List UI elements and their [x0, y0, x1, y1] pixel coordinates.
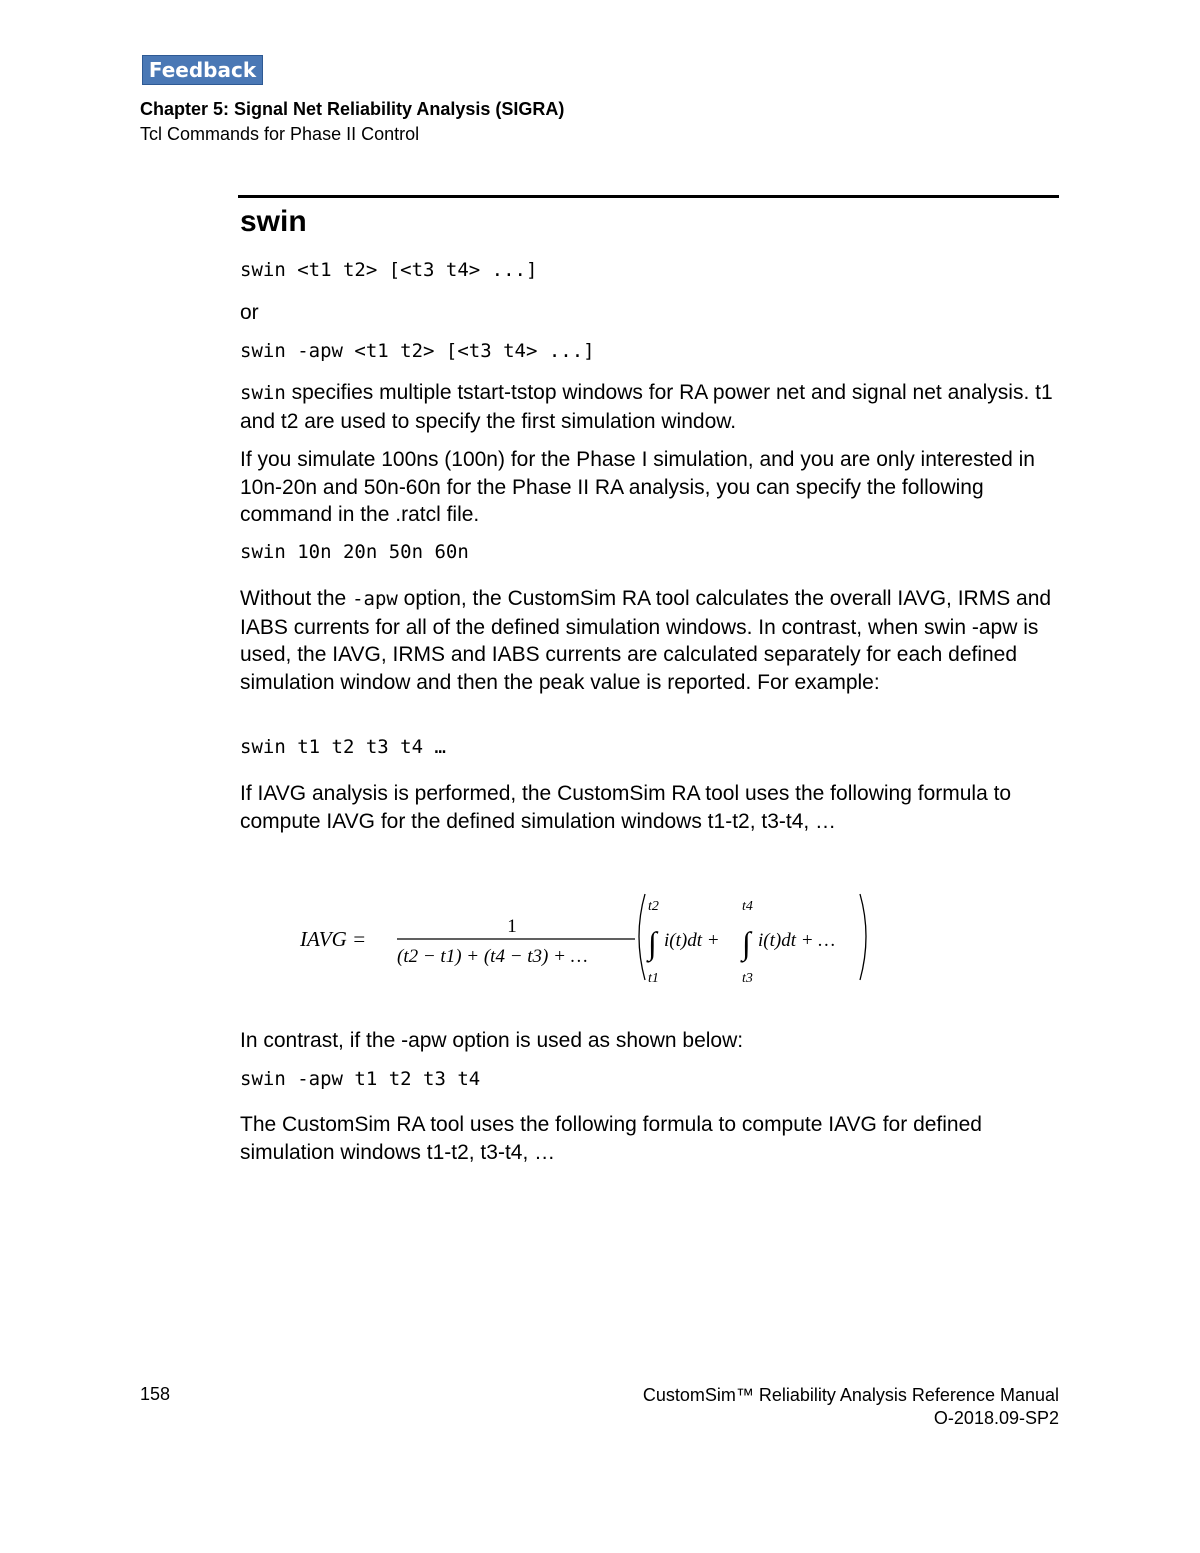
right-paren	[860, 894, 866, 980]
manual-title: CustomSim™ Reliability Analysis Reference Manual	[642, 1385, 1059, 1405]
section-header: Tcl Commands for Phase II Control	[140, 124, 420, 144]
chapter-header: Chapter 5: Signal Net Reliability Analysis (SIGRA)	[140, 99, 565, 119]
integral-2-sign: ∫	[742, 925, 751, 961]
integral-2-upper: t4	[742, 899, 753, 914]
simulation-paragraph: If you simulate 100ns (100n) for the Phase I simulation, and you are only interested in 10n-20n and 50n-60n for the Phase II RA analysis, you can specify the following command in the .ratcl file.	[240, 448, 1035, 526]
integral-2-lower: t3	[742, 971, 753, 986]
code-example-2: swin t1 t2 t3 t4 …	[240, 736, 446, 758]
title-rule	[238, 195, 1059, 198]
iavg-formula	[290, 888, 890, 988]
page-title: swin	[240, 205, 307, 238]
integral-1-sign: ∫	[648, 925, 657, 961]
formula-denominator: (t2 − t1) + (t4 − t3) + …	[397, 946, 588, 967]
code-example-3: swin -apw t1 t2 t3 t4	[240, 1068, 481, 1090]
integrand-1: i(t)dt +	[664, 930, 720, 951]
description-text: specifies multiple tstart-tstop windows for RA power net and signal net analysis. t1 and t2 are used to specify the first simulation window.	[240, 381, 1053, 433]
left-paren	[639, 894, 645, 980]
apw-paragraph	[240, 585, 1060, 696]
formula-lhs: IAVG =	[300, 927, 367, 951]
integrand-2: i(t)dt + …	[758, 930, 836, 951]
contrast-paragraph: In contrast, if the -apw option is used as shown below:	[240, 1029, 744, 1052]
integral-1-lower: t1	[648, 971, 659, 986]
inline-code-apw: -apw	[352, 588, 398, 610]
syntax-line-1: swin <t1 t2> [<t3 t4> ...]	[240, 259, 538, 281]
or-text: or	[240, 301, 259, 324]
code-example-1: swin 10n 20n 50n 60n	[240, 541, 469, 563]
page-number: 158	[140, 1384, 171, 1404]
inline-code-swin: swin	[240, 382, 286, 404]
formula-numerator: 1	[507, 916, 517, 937]
footer-manual	[643, 1384, 1059, 1430]
apw-text-b: option, the CustomSim RA tool calculates the overall IAVG, IRMS and IABS currents for all of the defined simulation windows. In contrast, when swin -apw is used, the IAVG, IRMS and IABS currents are calculated separately for each defined simulation window and then the peak value is reported. For example:	[240, 587, 1052, 694]
iavg-paragraph: If IAVG analysis is performed, the CustomSim RA tool uses the following formula to compute IAVG for the defined simulation windows t1-t2, t3-t4, …	[240, 782, 1012, 833]
feedback-button[interactable]: Feedback	[142, 55, 263, 85]
manual-version: O-2018.09-SP2	[933, 1408, 1059, 1428]
apw-text-a: Without the	[240, 587, 353, 610]
integral-1-upper: t2	[648, 899, 659, 914]
description-paragraph	[240, 379, 1060, 435]
syntax-line-2: swin -apw <t1 t2> [<t3 t4> ...]	[240, 340, 595, 362]
apw-formula-paragraph: The CustomSim RA tool uses the following formula to compute IAVG for defined simulation windows t1-t2, t3-t4, …	[240, 1113, 982, 1164]
